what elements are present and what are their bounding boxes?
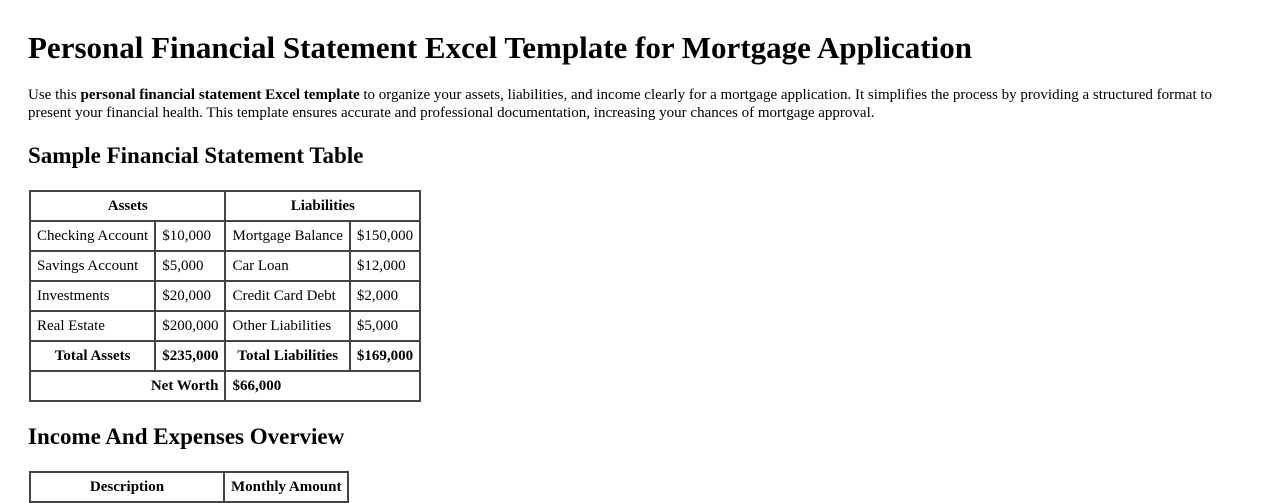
liability-label: Other Liabilities [225,311,349,341]
liability-value: $2,000 [350,281,420,311]
intro-text-bold: personal financial statement Excel template [80,87,360,103]
monthly-amount-header: Monthly Amount [224,472,348,502]
total-assets-value: $235,000 [155,341,225,371]
table-row [30,281,420,311]
asset-label: Checking Account [30,221,155,251]
total-assets-label: Total Assets [30,341,155,371]
table-row [30,251,420,281]
liabilities-header: Liabilities [225,191,420,221]
asset-value: $200,000 [155,311,225,341]
table-row [30,221,420,251]
table-header-row [30,191,420,221]
financial-table-heading: Sample Financial Statement Table [28,143,364,168]
net-worth-value: $66,000 [225,371,420,401]
asset-value: $5,000 [155,251,225,281]
liability-label: Credit Card Debt [225,281,349,311]
income-expenses-table [29,471,349,503]
asset-label: Real Estate [30,311,155,341]
liability-value: $150,000 [350,221,420,251]
asset-value: $20,000 [155,281,225,311]
liability-label: Mortgage Balance [225,221,349,251]
total-liabilities-value: $169,000 [350,341,420,371]
liability-value: $12,000 [350,251,420,281]
description-header: Description [30,472,224,502]
liability-label: Car Loan [225,251,349,281]
assets-header: Assets [30,191,225,221]
totals-row [30,341,420,371]
total-liabilities-label: Total Liabilities [225,341,349,371]
financial-statement-table [29,190,421,402]
asset-value: $10,000 [155,221,225,251]
asset-label: Savings Account [30,251,155,281]
asset-label: Investments [30,281,155,311]
net-worth-label: Net Worth [30,371,225,401]
intro-paragraph [28,86,1243,122]
page-title: Personal Financial Statement Excel Template for Mortgage Application [28,30,972,65]
liability-value: $5,000 [350,311,420,341]
income-table-heading: Income And Expenses Overview [28,424,345,449]
table-row [30,311,420,341]
intro-text-end: to organize your assets, liabilities, and income clearly for a mortgage application. It simplifies the process by providing a structured format to present your financial health. This template ensures accurate and professional documentation, increasing your chances of mortgage approval. [28,87,1213,121]
table-header-row [30,472,348,502]
net-worth-row [30,371,420,401]
intro-text-start: Use this [28,87,81,103]
